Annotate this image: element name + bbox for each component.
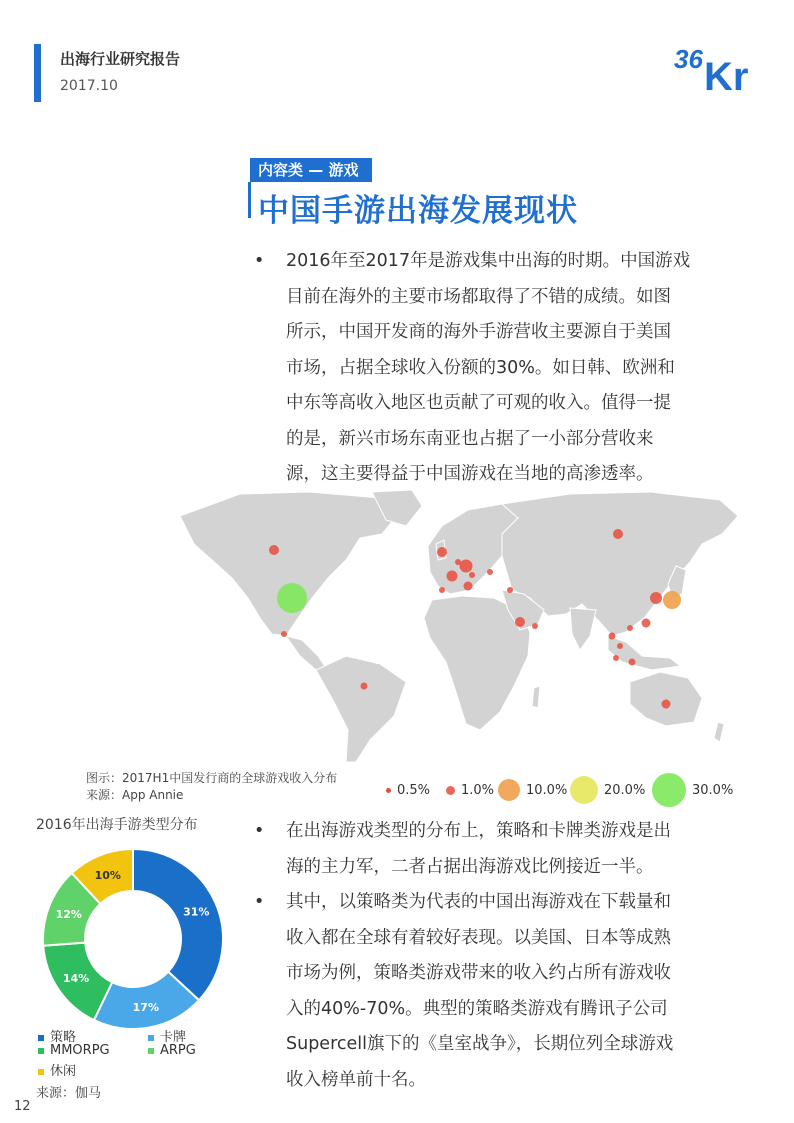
logo-36: 36 (674, 44, 703, 74)
map-legend (380, 770, 760, 810)
marker-germany (460, 560, 473, 573)
legend-swatch (38, 1069, 44, 1075)
section-accent-line (248, 182, 251, 218)
legend-dot (386, 788, 391, 793)
map-south-america (316, 656, 406, 762)
legend-label: MMORPG (50, 1043, 110, 1058)
marker-thailand (609, 633, 616, 640)
marker-italy (464, 582, 473, 591)
page-title: 中国手游出海发展现状 (258, 193, 578, 229)
marker-australia (662, 700, 671, 709)
legend-swatch (148, 1048, 154, 1054)
donut-chart-title: 2016年出海手游类型分布 (36, 817, 198, 833)
marker-taiwan (642, 619, 651, 628)
map-se-asia (608, 636, 680, 670)
donut-slice-label-3: 12% (55, 907, 82, 921)
genre-line: 收入都在全球有着较好表现。以美国、日本等成熟 (286, 927, 671, 948)
map-australia (630, 672, 702, 726)
report-title: 出海行业研究报告 (60, 50, 181, 68)
bullet-mark: • (254, 892, 265, 912)
genre-line: 市场为例，策略类游戏带来的收入约占所有游戏收 (286, 963, 671, 983)
marker-uae (532, 623, 538, 629)
header-accent-bar (34, 44, 41, 102)
genre-line: 海的主力军，二者占据出海游戏比例接近一半。 (286, 856, 654, 877)
map-central-america (286, 636, 326, 670)
genre-line: 在出海游戏类型的分布上，策略和卡牌类游戏是出 (286, 821, 671, 841)
marker-korea (650, 592, 662, 604)
marker-spain (439, 587, 445, 593)
donut-legend-item (148, 1043, 196, 1058)
marker-malaysia (613, 655, 619, 661)
intro-line: 目前在海外的主要市场都取得了不错的成绩。如图 (286, 286, 671, 307)
legend-item (386, 770, 430, 810)
legend-label: ARPG (160, 1043, 196, 1058)
legend-dot (570, 776, 598, 804)
map-north-america (180, 492, 400, 636)
genre-bullet-2 (254, 885, 734, 1098)
map-madagascar (532, 686, 540, 708)
donut-source: 来源：伽马 (36, 1086, 102, 1101)
donut-slice-label-2: 14% (62, 971, 90, 985)
intro-line: 中东等高收入地区也贡献了可观的收入。值得一提 (286, 393, 671, 413)
genre-line: 其中，以策略类为代表的中国出海游戏在下载量和 (286, 892, 671, 912)
map-caption (86, 770, 337, 804)
legend-label: 卡牌 (160, 1030, 187, 1045)
genre-bullet-1 (254, 814, 734, 885)
donut-slice-0 (133, 849, 223, 1000)
marker-poland (469, 572, 475, 578)
genre-line: 入的40%-70%。典型的策略类游戏有腾讯子公司 (286, 998, 668, 1019)
legend-item (570, 770, 645, 810)
intro-line: 所示，中国开发商的海外手游营收主要源自于美国 (286, 322, 671, 342)
intro-line: 的是，新兴市场东南亚也占据了一小部分营收来 (286, 428, 654, 449)
genre-line: Supercell旗下的《皇室战争》，长期位列全球游戏 (286, 1034, 674, 1054)
marker-japan (663, 591, 681, 609)
brand-logo (674, 40, 764, 98)
map-caption-title: 图示：2017H1中国发行商的全球游戏收入分布 (86, 771, 338, 785)
map-new-zealand (714, 722, 724, 742)
legend-label: 0.5% (397, 782, 431, 798)
legend-label: 30.0% (692, 782, 734, 798)
intro-line: 市场，占据全球收入份额的30%。如日韩、欧洲和 (286, 357, 675, 378)
bullet-mark: • (254, 821, 265, 841)
marker-turkey (507, 587, 513, 593)
marker-russia-west (487, 569, 493, 575)
donut-legend-item (38, 1043, 110, 1058)
intro-paragraph (254, 244, 734, 493)
marker-mexico (281, 631, 287, 637)
map-caption-source: 来源：App Annie (86, 788, 184, 802)
marker-netherlands (455, 559, 461, 565)
marker-hongkong (627, 625, 633, 631)
legend-label: 策略 (50, 1030, 77, 1045)
genre-line: 收入榜单前十名。 (286, 1069, 426, 1090)
legend-swatch (38, 1048, 44, 1054)
world-revenue-map (150, 486, 750, 766)
bullet-mark: • (254, 251, 265, 271)
donut-legend-item (38, 1060, 76, 1079)
map-india (570, 608, 596, 650)
report-date: 2017.10 (60, 78, 118, 94)
legend-dot (446, 786, 455, 795)
legend-swatch (38, 1035, 44, 1041)
marker-brazil (361, 683, 368, 690)
legend-label: 20.0% (604, 782, 646, 798)
legend-item (652, 770, 733, 810)
marker-canada (269, 545, 279, 555)
section-tag: 内容类 — 游戏 (250, 158, 372, 182)
marker-saudi (515, 617, 525, 627)
legend-dot (652, 773, 686, 807)
marker-russia (613, 529, 623, 539)
marker-indonesia (629, 659, 636, 666)
legend-swatch (148, 1035, 154, 1041)
intro-line: 源，这主要得益于中国游戏在当地的高渗透率。 (286, 464, 654, 484)
legend-item (446, 770, 494, 810)
legend-item (498, 770, 567, 810)
intro-line: 2016年至2017年是游戏集中出海的时期。中国游戏 (286, 251, 691, 271)
logo-kr: Kr (704, 55, 749, 98)
donut-slice-label-4: 10% (94, 868, 121, 882)
donut-slice-label-1: 17% (132, 1000, 159, 1014)
marker-france (447, 571, 458, 582)
marker-vietnam (617, 643, 623, 649)
legend-label: 10.0% (526, 782, 568, 798)
marker-uk (437, 547, 447, 557)
legend-label: 1.0% (461, 782, 495, 798)
legend-label: 休闲 (50, 1064, 77, 1079)
legend-dot (498, 779, 520, 801)
genre-donut-chart (40, 846, 226, 1032)
donut-slice-label-0: 31% (183, 905, 210, 919)
marker-usa (277, 583, 307, 613)
page-number: 12 (14, 1099, 31, 1114)
